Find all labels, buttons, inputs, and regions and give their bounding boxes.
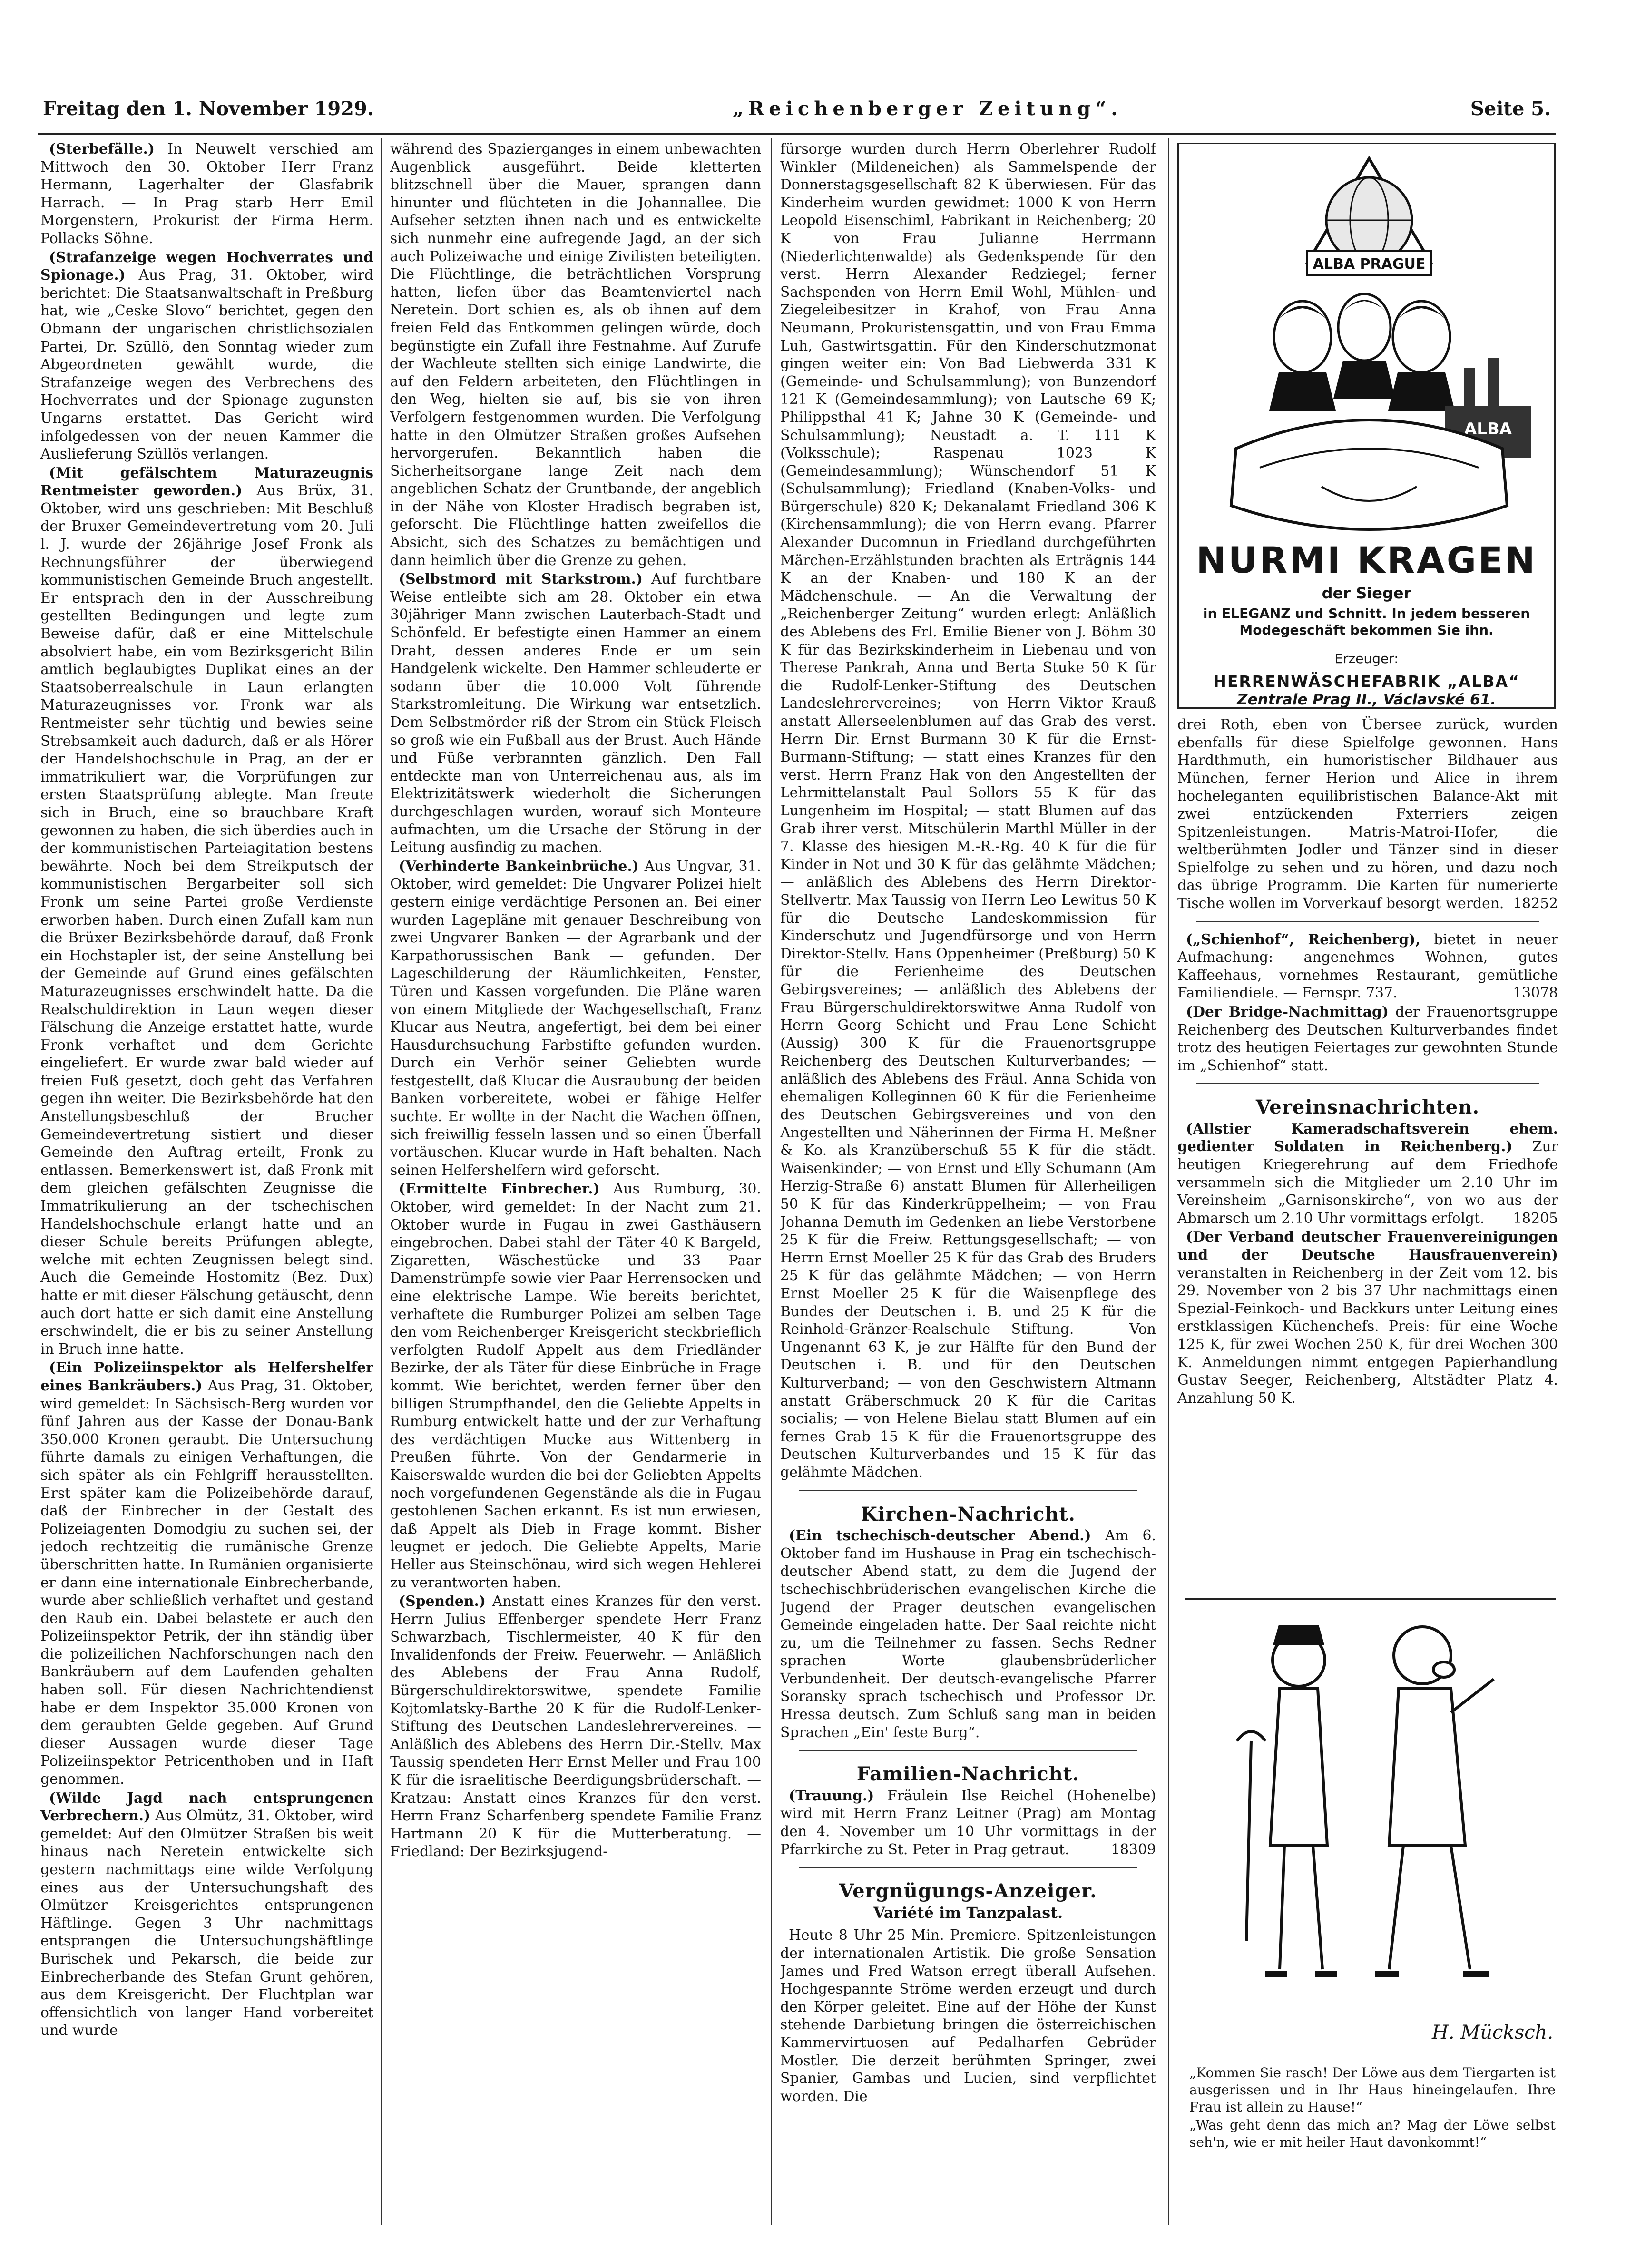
ad-line: in ELEGANZ und Schnitt. In jedem besseren [1203,606,1530,621]
article-keyword: (Ein Polizeiinspektor als Helfershelfer eines Bankräubers.) [40,1359,373,1394]
article-text: Zur heutigen Kriegerehrung auf dem Friedhofe versammeln sich die Mitglieder um 2.10 Uhr im Vereinsheim „Garnisonskirche“, von wo aus der Abmarsch um 2.10 Uhr vormittags erfolgt. [1177,1138,1558,1227]
reference-number: 18309 [1111,1841,1156,1858]
article [780,1787,1156,1858]
article-text: Aus Prag, 31. Oktober, wird gemeldet: In Sächsisch-Berg wurden vor fünf Jahren aus der Kasse der Donau-Bank 350.000 Kronen geraubt. Die Untersuchung führte damals zu einigen Verhaftungen, die sich später als ein Fehlgriff herausstellten. Erst später kam die Polizeibehörde darauf, daß der Einbrecher in der Gestalt des Polizeiagenten Domodgiu zu suchen sei, der jedoch rechtzeitig die rumänische Grenze überschritten hatte. In Rumänien organisierte er dann eine internationale Einbrecherbande, wurde aber schließlich verhaftet und gestand den Raub ein. Dabei belastete er auch den Polizeiinspektor Petrik, der ihn ständig über die polizeilichen Nachforschungen nach den Bankräubern auf dem Laufenden gehalten haben soll. Für diesen Nachrichtendienst habe er dem Inspektor 35.000 Kronen von dem geraubten Gelde gegeben. Auf Grund dieser Aussagen wurde dieser Tage Polizeiinspektor Petricenthoben und in Haft genommen. [40,1377,373,1788]
reference-number: 18252 [1513,895,1558,912]
section-rule [799,1490,1137,1491]
header-rule [38,133,1556,135]
article-text: Am 6. Oktober fand im Hushause in Prag ein tschechisch-deutscher Abend statt, zu dem die Jugend der tschechischbrüderischen evangelischen Kirche die Jugend der Prager deutschen evangelischen Gemeinde eingeladen hatte. Der Saal reichte nicht zu, um die Teilnehmer zu fassen. Sechs Redner sprachen Worte glaubensbrüderlicher Verbundenheit. Der deutsch-evangelische Pfarrer Soransky sprach tschechisch und Professor Dr. Hressa deutsch. Zum Schluß sang man in beiden Sprachen „Ein' feste Burg“. [780,1527,1156,1741]
cartoon-caption: „Was geht denn das mich an? Mag der Löwe selbst seh'n, wie er mit heiler Haut davonkommt!“ [1189,2117,1556,2150]
article-keyword: (Selbstmord mit Starkstrom.) [399,571,643,588]
donations-text: fürsorge wurden durch Herrn Oberlehrer Rudolf Winkler (Mildeneichen) als Sammelspende der Donnerstagsgesellschaft 82 K überwiesen. Für das Kinderheim wurden gewidmet: 1000 K von Herrn Leopold Eisenschiml, Fabrikant in Reichenberg; 20 K von Frau Julianne Herrmann (Niederlichtenwalde) als Gedenkspende für den verst. Herrn Alexander Redziegel; ferner Sachspenden von Herrn Emil Wohl, Mühlen- und Ziegeleibesitzer in Krahof, von Frau Anna Neumann, Prokuristensgattin, und von Frau Emma Luh, Gastwirtsgattin. Für den Kinderschutzmonat gingen weiter ein: Von Bad Liebwerda 331 K (Gemeinde- und Schulsammlung); von Bunzendorf 121 K (Gemeindesammlung); von Lautsche 69 K; Philippsthal 41 K; Jahne 30 K (Gemeinde- und Schulsammlung); Neustadt a. T. 111 K (Volksschule); Raspenau 1023 K (Gemeindesammlung); Wünschendorf 51 K (Schulsammlung); Friedland (Knaben-Volks- und Bürgerschule) 820 K; Dekanalamt Friedland 306 K (Kirchensammlung); die von Herrn evang. Pfarrer Alexander Ducomnun in Friedland durchgeführten Märchen-Erzählstunden brachten als Erträgnis 144 K an der Knaben- und 180 K an der Mädchenschule. — An die Verwaltung der „Reichenberger Zeitung“ wurden erlegt: Anläßlich des Ablebens des Frl. Emilie Biener von J. Böhm 30 K für das Bezirkskinderheim in Liebenau und von Therese Pankrah, Anna und Berta Stuke 50 K für die Rudolf-Lenker-Stiftung des Deutschen Landeslehrervereines; — von Herrn Viktor Krauß anstatt Allerseelenblumen auf das Grab des verst. Herrn Dir. Ernst Burmann 30 K für die Ernst-Burmann-Stiftung; — statt eines Kranzes für den verst. Herrn Franz Hak von den Angestellten der Lehrmittelanstalt Paul Sollors 55 K für das Lungenheim im Hospital; — statt Blumen auf das Grab ihrer verst. Mitschülerin Marthl Müller in der 7. Klasse des hiesigen M.-R.-Rg. 40 K für die für Kinder in Not und 30 K für das gelähmte Mädchen; — anläßlich des Ablebens des Herrn Direktor-Stellvertr. Max Taussig von Herrn Leo Lewitus 50 K für die Deutsche Landeskommission für Kinderschutz und Jugendfürsorge und von Herrn Direktor-Stellv. Hans Oppenheimer (Preßburg) 50 K für die Ferienheime des Deutschen Gebirgsvereines; — anläßlich des Ablebens der Frau Bürgerschuldirektorswitwe Anna Rudolf von Herrn Georg Schicht und Frau Lene Schicht (Aussig) 300 K für die Frauenortsgruppe Reichenberg des Deutschen Kulturverbandes; — anläßlich des Ablebens des Fräul. Anna Schida von ehemaligen Kolleginnen 60 K für die Ferienheime des Deutschen Gebirgsvereines und von den Angestellten und Näherinnen der Firma H. Meßner & Ko. als Kranzüberschuß 55 K für die städt. Waisenkinder; — von Ernst und Elly Schumann (Am Herzig-Straße 6) anstatt Blumen für Allerheiligen 50 K für das Kinderkrüppelheim; — von Frau Johanna Demuth im Gedenken an liebe Verstorbene 25 K für die Freiw. Rettungsgesellschaft; — von Herrn Ernst Moeller 25 K für das Grab des Bruders 25 K für das gelähmte Mädchen; — von Herrn Ernst Moeller 25 K für die Waisenpflege des Bundes der Deutschen i. B. und 25 K für die Reinhold-Gränzer-Realschule Stiftung. — Von Ungenannt 63 K, je zur Hälfte für den Bund der Deutschen i. B. und für den Deutschen Kulturverband; — von den Geschwistern Altmann anstatt Gräberschmuck 20 K für die Caritas socialis; — von Helene Bielau statt Blumen auf ein fernes Grab 15 K für die Frauenortsgruppe des Deutschen Kulturverbandes und 15 K für das gelähmte Mädchen. [780,141,1156,1481]
article [40,464,373,1359]
section-rule [799,1750,1137,1751]
article-text: Aus Olmütz, 31. Oktober, wird gemeldet: Auf den Olmützer Straßen bis weit hinaus nach Neretein entwickelte sich gestern nachmittags eine wilde Verfolgung eines aus der Untersuchungshaft des Olmützer Kreisgerichtes entsprungenen Häftlinge. Gegen 3 Uhr nachmittags entsprangen die Untersuchungshäftlinge Burischek und Pekarsch, die beide zur Einbrecherbande des Stefan Grunt gehören, aus dem Kreisgericht. Der Fluchtplan war offensichtlich von langer Hand vorbereitet und wurde [40,1808,373,2039]
article [1177,1003,1558,1075]
column-3 [780,140,1156,2230]
ad-address: Zentrale Prag II., Václavské 61. [1237,691,1496,708]
collar-icon [1231,420,1507,529]
article-text: bietet in neuer Aufmachung: angenehmes Wohnen, gutes Kaffeehaus, vornehmes Restaurant, gemütliche Familiendiele. — Fernspr. 737. [1177,931,1558,1002]
section-heading-clubs: Vereinsnachrichten. [1255,1096,1480,1119]
ad-subline: der Sieger [1322,584,1411,602]
column-rule [381,138,382,2225]
column-2 [390,140,761,2230]
article-text: während des Spazierganges in einem unbewachten Augenblick ausgeführt. Beide kletterten blitzschnell über die Mauer, sprangen dann hinunter und flüchteten in die Johannallee. Die Aufseher setzten ihnen nach und es entwickelte sich nunmehr eine aufregende Jagd, an der sich auch Polizeiwache und einige Zivilisten beteiligten. Die Flüchtlinge, die beträchtlichen Vorsprung hatten, liefen über das Beamtenviertel nach Neretein. Dort schien es, als ob ihnen auf dem freien Feld das Entkommen gelingen würde, doch begünstigte ein Zufall ihre Festnahme. Auf Zurufe der Wachleute stellten sich einige Landwirte, die auf den Feldern arbeiteten, den Flüchtlingen in den Weg, hielten sie auf, bis sie von ihren Verfolgern festgenommen wurden. Die Verfolgung hatte in den Olmützer Straßen großes Aufsehen hervorgerufen. Bekanntlich haben die Sicherheitsorgane lange Zeit nach dem angeblichen Schatz der Gruntbande, der angeblich in der Nähe von Kloster Hradisch begraben ist, geforscht. Die Flüchtlinge hatten zweifellos die Absicht, sich des Schatzes zu bemächtigen und dann heimlich über die Grenze zu gehen. [390,141,761,569]
article-keyword: (Strafanzeige wegen Hochverrates und Spionage.) [40,249,373,284]
article-keyword: (Ein tschechisch-deutscher Abend.) [789,1527,1091,1545]
article-text: Fräulein Ilse Reichel (Hohenelbe) wird mit Herrn Franz Leitner (Prag) am Montag den 4. November um 10 Uhr vormittags in der Pfarrkirche zu St. Peter in Prag getraut. [780,1787,1156,1858]
column-rule [771,138,772,2225]
article-keyword: (Spenden.) [399,1593,486,1610]
article-keyword: (Ermittelte Einbrecher.) [399,1181,600,1198]
article-text: drei Roth, eben von Übersee zurück, wurden ebenfalls für diese Spielfolge gewonnen. Hans Hardthmuth, ein humoristischer Bildhauer aus München, ferner Herion und Alice in ihrem hocheleganten equilibristischen Balance-Akt mit zwei entzückenden Fxterriers zeigen Spitzenleistungen. Matris-Matroi-Hofer, die weltberühmten Jodler und Tänzer sind in dieser Spielfolge zu sehen und zu hören, und dazu noch das übrige Programm. Die Karten für numerierte Tische wollen im Vorverkauf besorgt werden. [1177,716,1558,912]
article-text: veranstalten in Reichenberg in der Zeit vom 12. bis 29. November von 2 bis 37 Uhr nachmittags einen Spezial-Feinkoch- und Backkurs unter Leitung eines erstklassigen Küchenchefs. Preis: für eine Woche 125 K, für zwei Wochen 250 K, für drei Wochen 300 K. Anmeldungen nimmt entgegen Papierhandlung Gustav Seeger, Reichenberg, Altstädter Platz 4. Anzahlung 50 K. [1177,1264,1558,1407]
advertisement [1177,143,1556,709]
page-header [43,98,1551,131]
cartoon [1185,1598,1556,2231]
ad-maker: HERRENWÄSCHEFABRIK „ALBA“ [1213,672,1520,691]
page-number: Seite 5. [1470,98,1551,120]
article-text: Heute 8 Uhr 25 Min. Premiere. Spitzenleistungen der internationalen Artistik. Die große Sensation James und Fred Watson erregt überall Aufsehen. Hochgespannte Ströme werden erzeugt und durch den Körper geleitet. Eine auf der Höhe der Kunst stehende Darbietung bringen die österreichischen Kammervirtuosen auf Pedalharfen Gebrüder Mostler. Die derzeit berühmten Springer, zwei Spanier, Gambas und Lucien, sind verpflichtet worden. Die [780,1927,1156,2105]
artist-signature: H. Mücksch. [1432,2022,1554,2043]
section-rule [799,1867,1137,1868]
man-with-umbrella-icon [1237,1627,1337,1974]
article [40,140,373,248]
article-keyword: (Der Bridge-Nachmittag) [1186,1003,1389,1020]
article [1177,931,1558,1002]
article-keyword: (Sterbefälle.) [49,141,155,157]
article-text: In Neuwelt verschied am Mittwoch den 30. Oktober Herr Franz Hermann, Lagerhalter der Glasfabrik Harrach. — In Prag starb Herr Emil Morgenstern, Prokurist der Firma Herm. Pollacks Söhne. [40,141,373,247]
column-rule [1168,138,1169,2225]
article-text: Aus Brüx, 31. Oktober, wird uns geschrieben: Mit Beschluß der Bruxer Gemeindevertretung vom 20. Juli l. J. wurde der 26jährige Josef Fronk als Rechnungsführer der überwiegend kommunistischen Gemeinde Bruch angestellt. Er entsprach den in der Ausschreibung gestellten Bedingungen und legte zum Beweise dafür, daß er eine Mittelschule absolviert habe, ein vom Bezirksgericht Bilin amtlich beglaubigtes Duplikat eines an der Staatsoberrealschule in Laun erlangten Maturazeugnisses vor. Fronk war als Rentmeister sehr tüchtig und bewies seine Strebsamkeit auch dadurch, daß er als Hörer der Handelshochschule in Prag, an der er immatrikuliert war, die Vorprüfungen zur ersten Staatsprüfung ablegte. Man freute sich in Bruch, eine so brauchbare Kraft gewonnen zu haben, die sich überdies auch in der kommunistischen Parteiagitation bestens bewährte. Noch bei dem Streikputsch der kommunistischen Bergarbeiter soll sich Fronk um seine Partei große Verdienste erworben haben. Durch einen Zufall kam nun die Brüxer Bezirksbehörde darauf, daß Fronk ein Hochstapler ist, der seine Anstellung bei der Gemeinde auf Grund eines gefälschten Maturazeugnisses erschwindelt hatte. Da die Realschuldirektion in Laun wegen dieser Fälschung die Anzeige erstattet hatte, wurde Fronk verhaftet und dem Gerichte eingeliefert. Er wurde zwar bald wieder auf freien Fuß gesetzt, doch geht das Verfahren gegen ihn weiter. Die Bezirksbehörde hat den Anstellungsbeschluß der Brucher Gemeindevertretung sistiert und dieser Gemeinde den Auftrag erteilt, Fronk zu entlassen. Bemerkenswert ist, daß Fronk mit dem gleichen gefälschten Zeugnisse die Immatrikulierung an der tschechischen Handelshochschule erlangt hatte und an dieser Schule bereits Prüfungen ablegte, welche mit echten Zeugnissen belegt sind. Auch die Gemeinde Hostomitz (Bez. Dux) hatte er mit dieser Fälschung getäuscht, denn auch dort hatte er sich damit eine Anstellung erschwindelt, die er bis zu seiner Anstellung in Bruch inne hatte. [40,482,373,1358]
article-text: Aus Prag, 31. Oktober, wird berichtet: Die Staatsanwaltschaft in Preßburg hat, wie „Ceske Slovo“ berichtet, gegen den Obmann der ungarischen christlichsozialen Partei, Dr. Szüllö, den Sonntag wieder zum Abgeordneten gewählt wurde, die Strafanzeige wegen des Verbrechens des Hochverrates und der Spionage zugunsten Ungarns erstattet. Das Gericht wird infolgedessen von der neuen Kammer die Auslieferung Szüllös verlangen. [40,267,373,463]
article-keyword: (Verhinderte Bankeinbrüche.) [399,858,639,875]
subheading-variete: Variété im Tanzpalast. [873,1903,1063,1922]
article [390,570,761,857]
model-heads-icon [1269,294,1455,411]
article [390,1180,761,1592]
article-keyword: (Wilde Jagd nach entsprungenen Verbrechern.) [40,1789,373,1825]
globe-logo-icon [1307,158,1431,275]
newspaper-title: „Reichenberger Zeitung“. [733,98,1123,120]
article-text: Aus Ungvar, 31. Oktober, wird gemeldet: Die Ungvarer Polizei hielt gestern einige verdächtige Personen an. Bei einer wurden Lagepläne mit genauer Beschreibung von zwei Ungvarer Banken — der Agrarbank und der Karpathorussischen Bank — gefunden. Der Lageschilderung der Räumlichkeiten, Fenster, Türen und Kassen vorgefunden. Die Pläne waren von einem Mitgliede der Wachgesellschaft, Franz Klucar aus Neutra, angefertigt, bei dem bei einer Hausdurchsuchung Farbstifte gefunden wurden. Durch ein Verhör seiner Geliebten wurde festgestellt, daß Klucar die Ausraubung der beiden Banken vorbereitete, wobei er fähige Helfer suchte. Er wollte in der Nacht die Wachen öffnen, sich freiwillig fesseln lassen und so einen Überfall vortäuschen. Klucar wurde in Haft behalten. Nach seinen Helfershelfern wird geforscht. [390,858,761,1179]
article-keyword: (Allstier Kameradschaftsverein ehem. gedienter Soldaten in Reichenberg.) [1177,1120,1558,1155]
column-1 [40,140,373,2230]
header-date: Freitag den 1. November 1929. [43,98,374,120]
article [390,140,761,569]
article-keyword: (Trauung.) [789,1787,874,1804]
article-text [1177,716,1558,913]
article-text: Auf furchtbare Weise entleibte sich am 28. Oktober ein etwa 30jähriger Mann zwischen Lauterbach-Stadt und Schönfeld. Er befestigte einen Hammer an einem Draht, dessen anderes Ende er um sein Handgelenk wickelte. Den Hammer schleuderte er sodann über die 10.000 Volt führende Starkstromleitung. Die Wirkung war entsetzlich. Dem Selbstmörder riß der Strom ein Stück Fleisch so groß wie ein Fußball aus der Brust. Auch Hände und Füße verbrannten gänzlich. Den Fall entdeckte man von Unterreichenau aus, als im Elektrizitätswerk wiederholt die Sicherungen durchgeschlagen wurden, worauf sich Monteure aufmachten, um die Ursache der Störung in der Leitung ausfindig zu machen. [390,571,761,856]
svg-text:ALBA: ALBA [1464,420,1512,439]
article-keyword: („Schienhof“, Reichenberg), [1186,931,1420,948]
article-text: Aus Rumburg, 30. Oktober, wird gemeldet: In der Nacht zum 21. Oktober wurde in Fugau in zwei Gasthäusern eingebrochen. Dabei stahl der Täter 40 K Bargeld, Zigaretten, Wäschestücke und 33 Paar Damenstrümpfe sowie vier Paar Herrensocken und eine elektrische Lampe. Wie bereits berichtet, verhaftete die Rumburger Polizei am selben Tage den vom Reichenberger Kreisgericht steckbrieflich verfolgten Rudolf Appelt aus dem Friedländer Bezirke, der als Täter für diese Einbrüche in Frage kommt. Wie berichtet, werden ferner über den billigen Strumpfhandel, den die Geliebte Appelts in Rumburg entwickelt hatte und der zur Verhaftung des verdächtigen Mucke aus Wittenberg in Preußen führte. Von der Gendarmerie in Kaiserswalde wurden die bei der Geliebten Appelts noch vorgefundenen Gegenstände als die in Fugau gestohlenen Sachen erkannt. Es ist nun erwiesen, daß Appelt als Dieb in Frage kommt. Bisher leugnet er jedoch. Die Geliebte Appelts, Marie Heller aus Steinschönau, wird sich wegen Hehlerei zu verantworten haben. [390,1181,761,1591]
section-heading-family: Familien-Nachricht. [856,1763,1080,1786]
article-text: Anstatt eines Kranzes für den verst. Herrn Julius Effenberger spendete Herr Franz Schwarzbach, Tischlermeister, 40 K für den Invalidenfonds der Freiw. Feuerwehr. — Anläßlich des Ablebens der Frau Anna Rudolf, Bürgerschuldirektorswitwe, spendete Familie Kojtomlatsky-Barthe 20 K für die Rudolf-Lenker-Stiftung des Deutschen Landeslehrervereines. — Anläßlich des Ablebens des Herrn Dir.-Stellv. Max Taussig spendeten Herr Ernst Meller und Frau 100 K für die israelitische Beerdigungsbrüderschaft. — Kratzau: Anstatt eines Kranzes für den verst. Herrn Franz Scharfenberg spendete Familie Franz Hartmann 20 K für die Mutterberatung. — Friedland: Der Bezirksjugend- [390,1593,761,1860]
reference-number: 18205 [1513,1210,1558,1227]
article-keyword: (Mit gefälschtem Maturazeugnis Rentmeister geworden.) [40,464,373,499]
section-rule [1196,921,1539,922]
article [40,249,373,463]
article [390,1593,761,1861]
section-heading-amusement: Vergnügungs-Anzeiger. [839,1880,1097,1903]
ad-headline: NURMI KRAGEN [1196,539,1537,581]
article [390,858,761,1180]
reference-number: 13078 [1513,985,1558,1002]
article [1177,1228,1558,1407]
article-text: der Frauenortsgruppe Reichenberg des Deutschen Kulturverbandes findet trotz des heutigen Feiertages zur gewohnten Stunde im „Schienhof“ statt. [1177,1003,1558,1074]
ad-maker-label: Erzeuger: [1334,651,1399,666]
svg-text:ALBA PRAGUE: ALBA PRAGUE [1313,256,1426,273]
article [1177,1120,1558,1228]
article [40,1359,373,1788]
article [780,1527,1156,1741]
article-keyword: (Der Verband deutscher Frauenvereinigungen und der Deutsche Hausfrauenverein) [1177,1229,1558,1264]
article [40,1789,373,2040]
ad-line: Modegeschäft bekommen Sie ihn. [1239,622,1494,638]
section-rule [1196,1083,1539,1084]
section-heading-church: Kirchen-Nachricht. [861,1503,1076,1525]
cartoon-caption: „Kommen Sie rasch! Der Löwe aus dem Tiergarten ist ausgerissen und in Ihr Haus hineingelaufen. Ihre Frau ist allein zu Hause!“ [1189,2065,1556,2115]
shouting-man-icon [1375,1627,1494,1974]
